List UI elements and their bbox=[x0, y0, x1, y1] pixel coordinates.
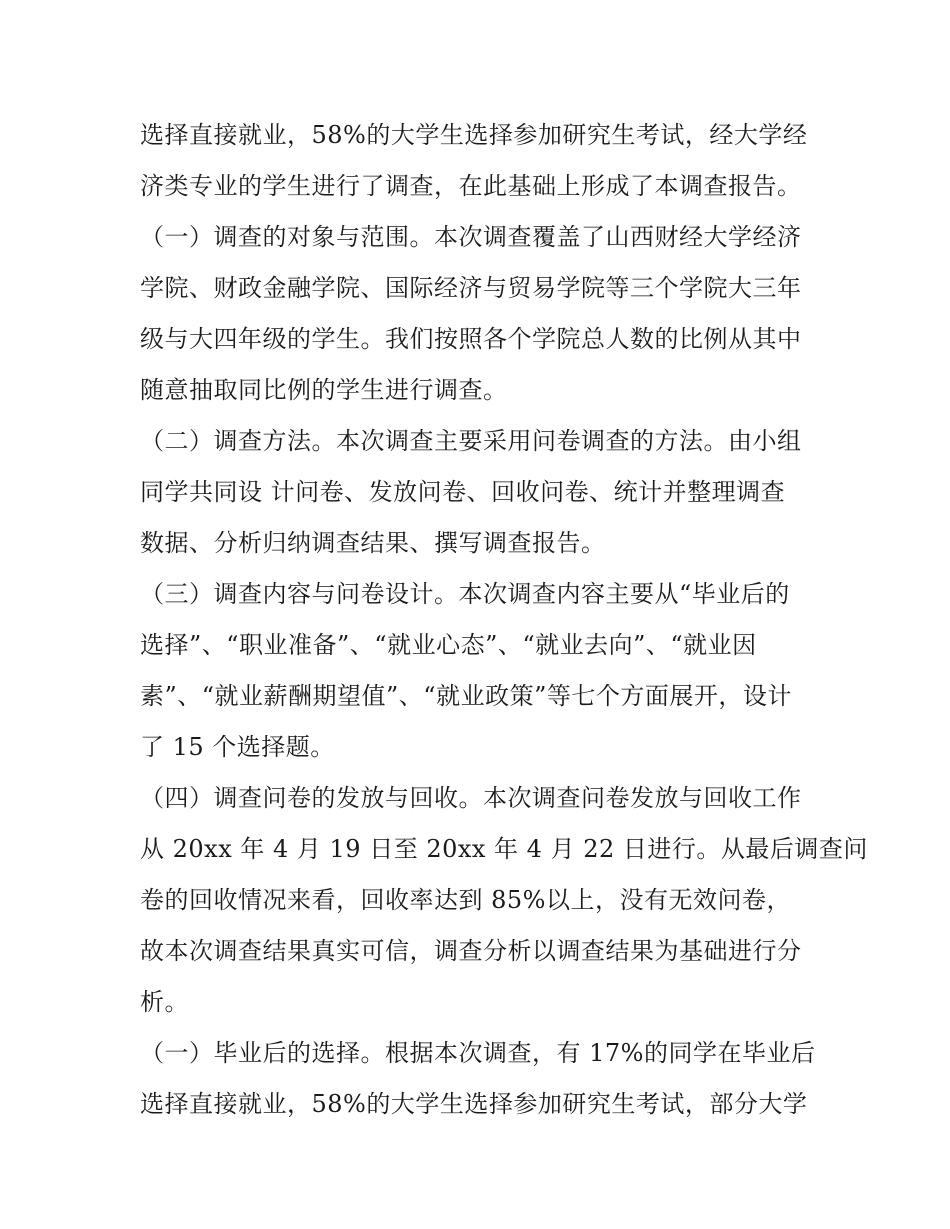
text-line: 选择”、“职业准备”、“就业心态”、“就业去向”、“就业因 bbox=[140, 631, 757, 659]
text-line: 济类专业的学生进行了调查，在此基础上形成了本调查报告。 bbox=[140, 172, 802, 200]
text-line: 素”、“就业薪酬期望值”、“就业政策”等七个方面展开，设计 bbox=[140, 682, 792, 710]
text-line: 学院、财政金融学院、国际经济与贸易学院等三个学院大三年 bbox=[140, 274, 802, 302]
text-line: 了 15 个选择题。 bbox=[140, 733, 335, 761]
text-line: 选择直接就业，58%的大学生选择参加研究生考试，部分大学 bbox=[140, 1090, 808, 1118]
text-line: （四）调查问卷的发放与回收。本次调查问卷发放与回收工作 bbox=[140, 784, 802, 812]
text-line: 同学共同设 计问卷、发放问卷、回收问卷、统计并整理调查 bbox=[140, 478, 786, 506]
text-line: （一）调查的对象与范围。本次调查覆盖了山西财经大学经济 bbox=[140, 223, 802, 251]
text-line: （三）调查内容与问卷设计。本次调查内容主要从“毕业后的 bbox=[140, 580, 790, 608]
text-line: 卷的回收情况来看，回收率达到 85%以上，没有无效问卷， bbox=[140, 886, 791, 914]
document-body bbox=[140, 110, 868, 1130]
text-line: （一）毕业后的选择。根据本次调查，有 17%的同学在毕业后 bbox=[140, 1039, 816, 1067]
text-line: 从 20xx 年 4 月 19 日至 20xx 年 4 月 22 日进行。从最后调查问 bbox=[140, 835, 868, 863]
text-line: 故本次调查结果真实可信，调查分析以调查结果为基础进行分 bbox=[140, 937, 802, 965]
text-line: 随意抽取同比例的学生进行调查。 bbox=[140, 376, 508, 404]
text-line: （二）调查方法。本次调查主要采用问卷调查的方法。由小组 bbox=[140, 427, 802, 455]
text-line: 级与大四年级的学生。我们按照各个学院总人数的比例从其中 bbox=[140, 325, 802, 353]
text-line: 析。 bbox=[140, 988, 189, 1016]
text-line: 数据、分析归纳调查结果、撰写调查报告。 bbox=[140, 529, 606, 557]
text-line: 选择直接就业，58%的大学生选择参加研究生考试，经大学经 bbox=[140, 121, 808, 149]
